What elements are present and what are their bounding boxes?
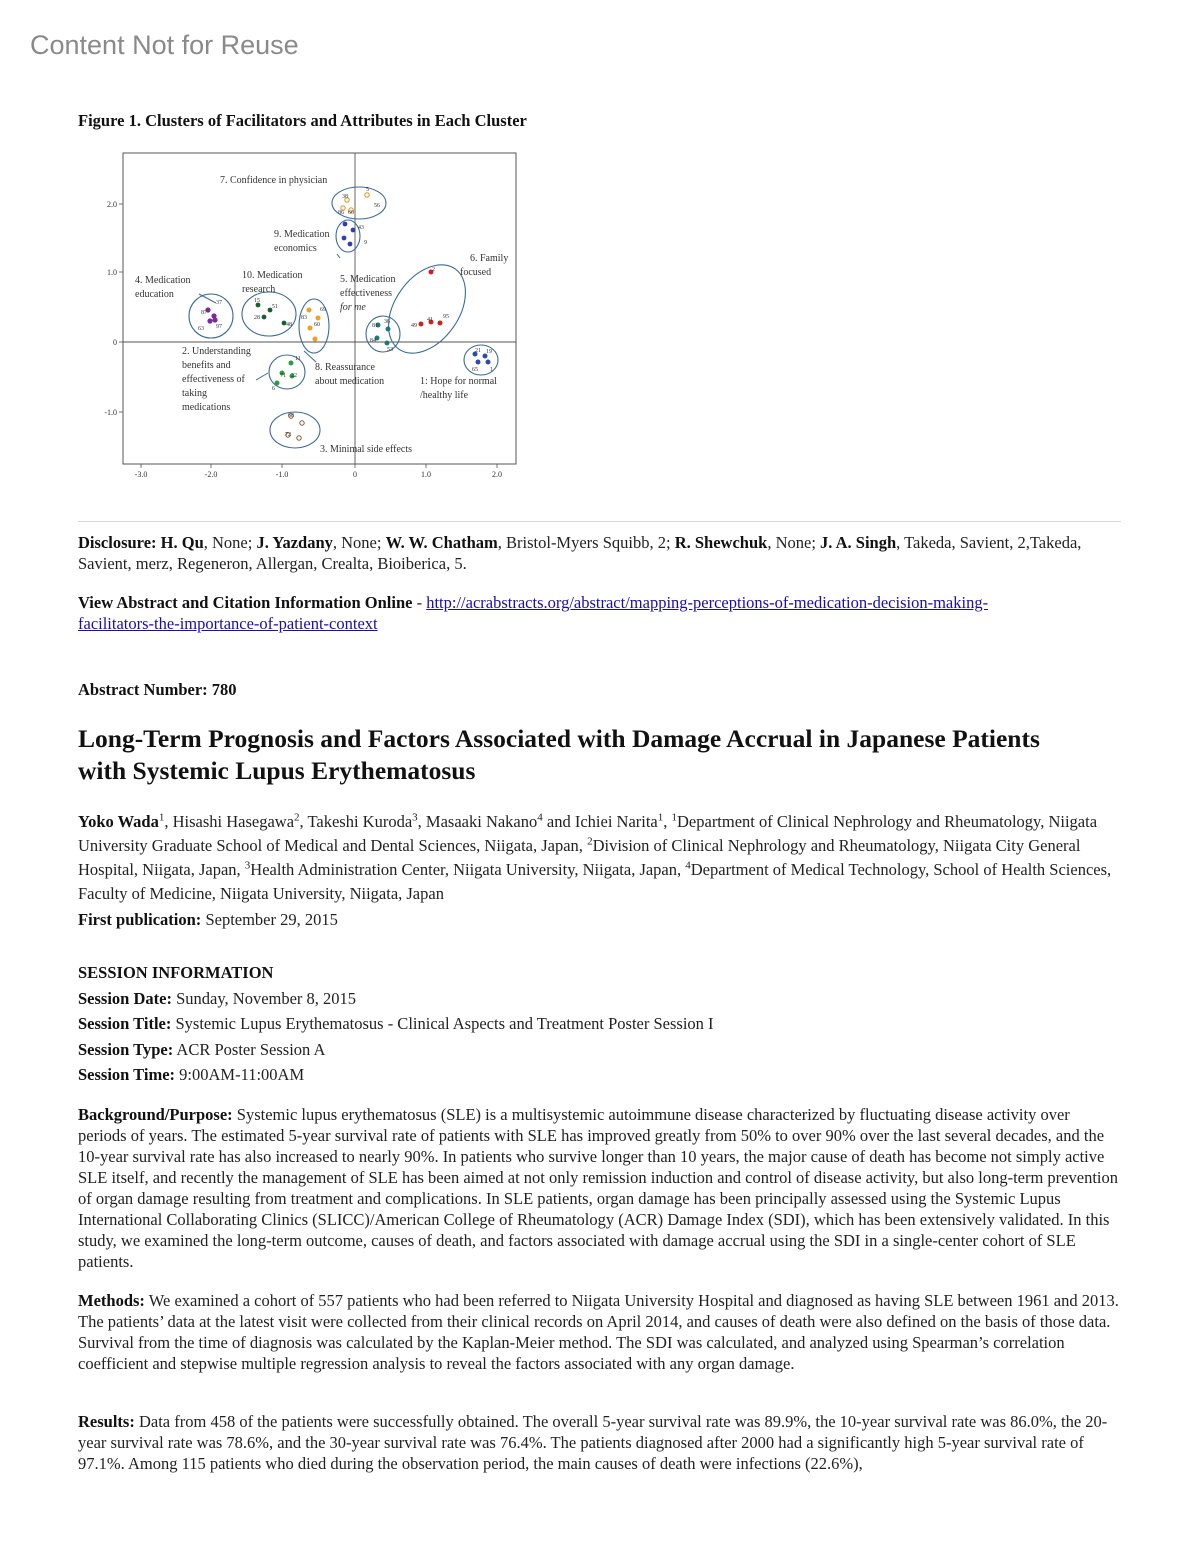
- disclosure-name: J. Yazdany: [256, 533, 333, 552]
- session-date-value: Sunday, November 8, 2015: [171, 988, 357, 1008]
- title-line-1: Long-Term Prognosis and Factors Associated with Damage Accrual in Japanese Patients: [78, 724, 1040, 753]
- results-label: Results:: [78, 1412, 135, 1431]
- cluster-2-point: [275, 381, 280, 386]
- point-label: 95: [443, 314, 449, 320]
- point-label: 11: [295, 356, 301, 362]
- watermark: Content Not for Reuse: [30, 30, 299, 60]
- cluster-label-c3: 3. Minimal side effects: [320, 444, 413, 455]
- methods: [78, 1290, 1121, 1374]
- abstract-number-text: Abstract Number: 780: [78, 680, 237, 699]
- point-label: 81: [372, 323, 378, 329]
- methods-text: We examined a cohort of 557 patients who had been referred to Niigata University Hospital and diagnosed as having SLE between 1961 and 2013. The patients’ data at the latest visit were collected from their clinical records on April 2014, and causes of death were also defined on the basis of those data. Survival from the time of diagnosis was calculated by the Kaplan-Meier method. The SDI was calculated, and analyzed using Spearman’s correlation coefficient and stepwise multiple regression analysis to reveal the factors associated with any organ damage.: [78, 1291, 1119, 1373]
- cluster-9-point: [348, 242, 353, 247]
- disclosure-name: R. Shewchuk: [674, 533, 768, 552]
- affiliation-sup: 4: [685, 859, 691, 872]
- cluster-1-point: [486, 360, 491, 365]
- author: , Takeshi Kuroda: [299, 812, 413, 831]
- first-author: Yoko Wada: [78, 812, 159, 831]
- y-tick-label: 1.0: [107, 268, 117, 277]
- session-information: [78, 960, 1121, 1088]
- cluster-6-point: [438, 321, 443, 326]
- point-label: 69: [320, 307, 326, 313]
- cluster-9-point: [351, 228, 356, 233]
- results-text: Data from 458 of the patients were successfully obtained. The overall 5-year survival rate was 89.9%, the 10-year survival rate was 86.0%, the 20-year survival rate was 78.6%, and the 30-year survival rate was 76.4%. The patients diagnosed after 2000 had a significantly high 5-year survival rate of 97.1%. Among 115 patients who died during the observation period, the main causes of death were infections (22.6%),: [78, 1412, 1108, 1473]
- methods-label: Methods:: [78, 1291, 145, 1310]
- abstract-title: [78, 723, 1121, 787]
- cluster-label-c1: /healthy life: [420, 390, 469, 401]
- author: , Masaaki Nakano: [417, 812, 538, 831]
- cluster-label-c7: 7. Confidence in physician: [220, 175, 328, 186]
- point-label: 87: [201, 310, 207, 316]
- affiliation-sup: 3: [244, 859, 251, 872]
- point-label: 49: [411, 323, 417, 329]
- disclosure-text: , None;: [767, 533, 821, 552]
- cluster-8-point: [308, 326, 313, 331]
- author-sup: 1: [657, 811, 664, 824]
- abstract-link-part1[interactable]: http://acrabstracts.org/abstract/mapping-perceptions-of-medication-decision-making-: [426, 593, 989, 612]
- point-label: 60: [348, 210, 354, 216]
- cluster-10-point: [262, 315, 267, 320]
- cluster-label-c9: 9. Medication: [274, 229, 330, 240]
- session-title-value: Systemic Lupus Erythematosus - Clinical Aspects and Treatment Poster Session I: [171, 1014, 714, 1033]
- cluster-label-c6: 6. Family: [470, 253, 509, 264]
- cluster-label-c10: research: [242, 284, 276, 295]
- affiliation-sup: 2: [587, 835, 593, 848]
- affiliation: Division of Clinical Nephrology and Rheumatology, Niigata City General Hospital, Niigata, Japan,: [78, 836, 1081, 879]
- point-label: 37: [216, 300, 222, 306]
- first-publication-date: September 29, 2015: [201, 910, 338, 929]
- session-time-value: 9:00AM-11:00AM: [175, 1065, 305, 1084]
- x-tick-label: -2.0: [204, 470, 218, 479]
- point-label: 86: [338, 210, 344, 216]
- background-text: Systemic lupus erythematosus (SLE) is a multisystemic autoimmune disease characterized by fluctuating disease activity over periods of years. The estimated 5-year survival rate of patients with SLE has improved greatly from 50% to over 90% over the last several decades, and the 10-year survival rate has also increased to nearly 90%. In patients who survive longer than 10 years, the major cause of death has become not simply active SLE itself, and recently the management of SLE has been aimed at not only remission induction and control of disease activity, but also long-term prevention of organ damage resulting from treatment and complications. In SLE patients, organ damage has been principally assessed using the Systemic Lupus International Collaborating Clinics (SLICC)/American College of Rheumatology (ACR) Damage Index (SDI), which has been extensively validated. In this study, we examined the long-term outcome, causes of death, and factors associated with damage accrual using the SDI in a single-center cohort of SLE patients.: [78, 1105, 1118, 1271]
- point-label: 22: [291, 373, 297, 379]
- session-type-value: ACR Poster Session A: [173, 1039, 326, 1059]
- point-label: 65: [472, 367, 478, 373]
- affiliation: Health Administration Center, Niigata University, Niigata, Japan,: [250, 860, 686, 879]
- disclosure-name: W. W. Chatham: [385, 533, 498, 552]
- cluster-label-c9: economics: [274, 243, 317, 254]
- cluster-6-point: [419, 322, 424, 327]
- point-label: 28: [254, 315, 260, 321]
- point-label: 6: [272, 386, 275, 392]
- cluster-2-point: [289, 361, 294, 366]
- point-label: 72: [285, 432, 291, 438]
- y-tick-label: 2.0: [107, 200, 117, 209]
- point-label: 19: [486, 349, 492, 355]
- cluster-4-point: [207, 318, 212, 323]
- y-tick-label: 0: [113, 338, 117, 347]
- section-divider: [78, 521, 1121, 522]
- title-line-2: with Systemic Lupus Erythematosus: [78, 756, 476, 785]
- point-label: 36: [384, 319, 390, 325]
- point-label: 51: [272, 304, 278, 310]
- cluster-4-point: [212, 317, 217, 322]
- cluster-label-c6: focused: [460, 267, 492, 278]
- point-label: 21: [475, 348, 481, 354]
- y-tick-label: -1.0: [104, 408, 117, 417]
- disclosure: [78, 532, 1121, 574]
- point-label: 56: [374, 203, 380, 209]
- cluster-label-c2: medications: [182, 402, 231, 413]
- cluster-label-c2: benefits and: [182, 360, 231, 371]
- cluster-label-c2: effectiveness of: [182, 374, 245, 385]
- cluster-label-c2: 2. Understanding: [182, 346, 251, 357]
- cluster-label-c4: 4. Medication: [135, 275, 191, 286]
- point-label: 48: [286, 322, 292, 328]
- authors-affiliations: [78, 810, 1121, 906]
- cluster-5-point: [386, 327, 391, 332]
- x-tick-label: -1.0: [275, 470, 289, 479]
- x-tick-label: 2.0: [492, 470, 502, 479]
- point-label: 43: [358, 225, 364, 231]
- point-label: 9: [364, 240, 367, 246]
- cluster-label-c4: education: [135, 289, 174, 300]
- cluster-8-point: [307, 308, 312, 313]
- session-title-label: Session Title:: [78, 1014, 172, 1033]
- abstract-link-part2[interactable]: facilitators-the-importance-of-patient-context: [78, 614, 378, 633]
- point-label: 38: [342, 194, 348, 200]
- point-label: 83: [301, 315, 307, 321]
- cluster-label-c5: 5. Medication: [340, 274, 396, 285]
- figure-caption: Figure 1. Clusters of Facilitators and Attributes in Each Cluster: [78, 111, 527, 130]
- session-date: [78, 986, 1121, 1012]
- session-title: [78, 1011, 1121, 1037]
- author-sup: 4: [537, 811, 543, 824]
- cluster-label-c1: 1: Hope for normal: [420, 376, 497, 387]
- session-time-label: Session Time:: [78, 1065, 176, 1084]
- point-label: 1: [490, 367, 493, 373]
- x-tick-label: 1.0: [421, 470, 431, 479]
- point-label: 71: [280, 373, 286, 379]
- session-date-label: Session Date:: [78, 988, 172, 1008]
- session-time: [78, 1062, 1121, 1088]
- point-label: 60: [314, 322, 320, 328]
- cluster-map-figure: [98, 140, 538, 490]
- point-label: 97: [216, 324, 222, 330]
- point-label: 53: [387, 347, 393, 353]
- affiliation: Department of Medical Technology, School of Health Sciences, Faculty of Medicine, Niigata University, Niigata, Japan: [78, 860, 1112, 903]
- affiliation-sup: 1: [671, 811, 677, 824]
- point-label: 63: [198, 326, 204, 332]
- x-tick-label: 0: [353, 470, 357, 479]
- session-type: [78, 1037, 1121, 1063]
- cluster-1-point: [476, 360, 481, 365]
- cluster-label-c10: 10. Medication: [242, 270, 303, 281]
- affiliation-separator: ,: [663, 812, 672, 831]
- disclosure-name: J. A. Singh: [820, 533, 897, 552]
- cluster-label-c5: effectiveness: [340, 288, 393, 299]
- background-label: Background/Purpose:: [78, 1105, 233, 1124]
- disclosure-text: , None;: [203, 533, 257, 552]
- point-label: 68: [288, 413, 294, 419]
- point-label: 84: [370, 338, 376, 344]
- disclosure-text: , Takeda, Savient, 2,Takeda, Savient, merz, Regeneron, Allergan, Crealta, Bioiberica, 5.: [78, 533, 1082, 573]
- cluster-label-c5: for me: [340, 302, 366, 313]
- cluster-8-point: [313, 337, 318, 342]
- author: , Hisashi Hasegawa: [164, 812, 295, 831]
- cluster-label-c8: about medication: [315, 376, 385, 387]
- disclosure-name: H. Qu: [160, 533, 204, 552]
- cluster-8-point: [316, 316, 321, 321]
- point-label: 15: [254, 298, 260, 304]
- disclosure-text: , Bristol-Myers Squibb, 2;: [497, 533, 675, 552]
- disclosure-label: Disclosure:: [78, 533, 157, 552]
- point-label: 41: [427, 317, 433, 323]
- cluster-label-c8: 8. Reassurance: [315, 362, 375, 373]
- session-type-label: Session Type:: [78, 1039, 174, 1059]
- author: and Ichiei Narita: [542, 812, 658, 831]
- view-abstract-separator: -: [412, 593, 427, 612]
- session-heading: SESSION INFORMATION: [78, 963, 274, 982]
- point-label: 2: [432, 267, 435, 273]
- author-sup: 3: [412, 811, 418, 824]
- background-purpose: [78, 1104, 1121, 1272]
- x-tick-label: -3.0: [134, 470, 148, 479]
- first-publication: [78, 909, 1121, 930]
- abstract-number: [78, 679, 1121, 700]
- cluster-9-point: [343, 222, 348, 227]
- author-sup: 1: [158, 811, 165, 824]
- results: [78, 1411, 1121, 1474]
- cluster-5-point: [385, 341, 390, 346]
- view-abstract-label: View Abstract and Citation Information Online: [78, 593, 413, 612]
- affiliation: Department of Clinical Nephrology and Rheumatology, Niigata University Graduate School of Medical and Dental Sciences, Niigata, Japan,: [78, 812, 1098, 855]
- disclosure-text: , None;: [332, 533, 386, 552]
- cluster-9-point: [342, 236, 347, 241]
- cluster-label-c2: taking: [182, 388, 207, 399]
- view-abstract: [78, 592, 1121, 634]
- first-publication-label: First publication:: [78, 910, 202, 929]
- point-label: 5: [366, 187, 369, 193]
- author-sup: 2: [294, 811, 300, 824]
